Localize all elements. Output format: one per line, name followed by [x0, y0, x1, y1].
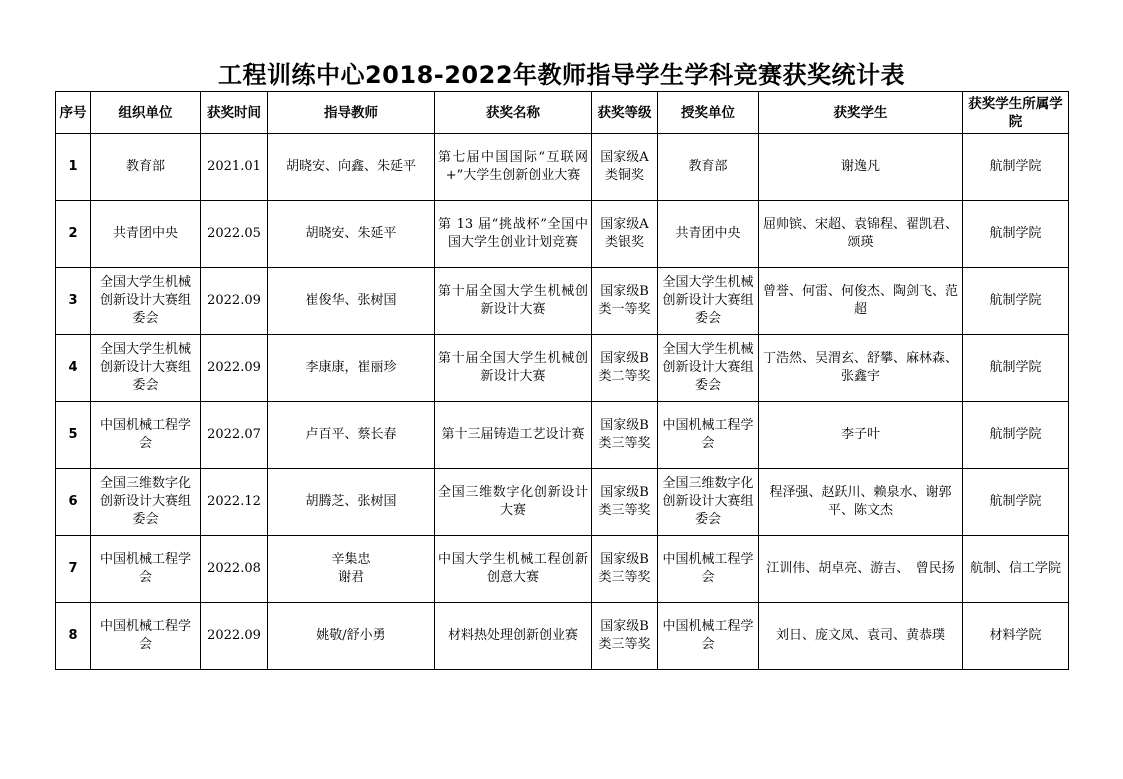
cell-no: 2: [56, 201, 91, 268]
cell-grantor: 全国大学生机械创新设计大赛组委会: [658, 335, 759, 402]
table-row: [56, 469, 1069, 536]
cell-students: 李子叶: [759, 402, 963, 469]
header-students: 获奖学生: [759, 92, 963, 134]
cell-date: 2022.12: [201, 469, 268, 536]
cell-org: 全国大学生机械创新设计大赛组委会: [91, 335, 201, 402]
cell-students: 江训伟、胡卓亮、游吉、 曾民扬: [759, 536, 963, 603]
cell-level: 国家级B类二等奖: [592, 335, 658, 402]
cell-level: 国家级B类三等奖: [592, 603, 658, 670]
cell-award-name: 第十三届铸造工艺设计赛: [435, 402, 592, 469]
award-table: [55, 91, 1069, 670]
cell-award-name: 第十届全国大学生机械创新设计大赛: [435, 268, 592, 335]
header-no: 序号: [56, 92, 91, 134]
table-row: [56, 335, 1069, 402]
cell-grantor: 中国机械工程学会: [658, 536, 759, 603]
cell-students: 谢逸凡: [759, 134, 963, 201]
cell-no: 5: [56, 402, 91, 469]
cell-level: 国家级B类三等奖: [592, 536, 658, 603]
cell-award-name: 全国三维数字化创新设计大赛: [435, 469, 592, 536]
page-title: 工程训练中心2018-2022年教师指导学生学科竞赛获奖统计表: [217, 61, 906, 89]
cell-students: 屈帅镔、宋超、袁锦程、翟凯君、颂瑛: [759, 201, 963, 268]
cell-teachers: 胡晓安、向鑫、朱延平: [268, 134, 435, 201]
cell-teachers: 崔俊华、张树国: [268, 268, 435, 335]
header-level: 获奖等级: [592, 92, 658, 134]
table-row: [56, 134, 1069, 201]
cell-level: 国家级B类三等奖: [592, 402, 658, 469]
cell-grantor: 全国大学生机械创新设计大赛组委会: [658, 268, 759, 335]
cell-no: 1: [56, 134, 91, 201]
cell-students: 刘日、庞文凤、袁司、黄恭璞: [759, 603, 963, 670]
cell-teachers: 胡晓安、朱延平: [268, 201, 435, 268]
cell-date: 2022.08: [201, 536, 268, 603]
cell-no: 6: [56, 469, 91, 536]
cell-date: 2022.09: [201, 268, 268, 335]
table-header-row: [56, 92, 1069, 134]
header-teachers: 指导教师: [268, 92, 435, 134]
cell-level: 国家级A类银奖: [592, 201, 658, 268]
cell-date: 2022.09: [201, 335, 268, 402]
header-award-name: 获奖名称: [435, 92, 592, 134]
cell-no: 4: [56, 335, 91, 402]
table-row: [56, 402, 1069, 469]
cell-org: 共青团中央: [91, 201, 201, 268]
cell-award-name: 中国大学生机械工程创新创意大赛: [435, 536, 592, 603]
cell-grantor: 共青团中央: [658, 201, 759, 268]
cell-org: 中国机械工程学会: [91, 402, 201, 469]
cell-date: 2021.01: [201, 134, 268, 201]
cell-award-name: 材料热处理创新创业赛: [435, 603, 592, 670]
cell-level: 国家级B类一等奖: [592, 268, 658, 335]
cell-teachers: 姚敬/舒小勇: [268, 603, 435, 670]
cell-grantor: 中国机械工程学会: [658, 402, 759, 469]
cell-no: 8: [56, 603, 91, 670]
cell-org: 全国大学生机械创新设计大赛组委会: [91, 268, 201, 335]
cell-award-name: 第十届全国大学生机械创新设计大赛: [435, 335, 592, 402]
cell-college: 航制学院: [963, 268, 1069, 335]
cell-date: 2022.07: [201, 402, 268, 469]
cell-grantor: 中国机械工程学会: [658, 603, 759, 670]
cell-org: 中国机械工程学会: [91, 603, 201, 670]
cell-date: 2022.09: [201, 603, 268, 670]
cell-teachers: 辛集忠 谢君: [268, 536, 435, 603]
cell-students: 丁浩然、吴渭玄、舒攀、麻林森、张鑫宇: [759, 335, 963, 402]
cell-college: 航制学院: [963, 469, 1069, 536]
cell-college: 航制学院: [963, 201, 1069, 268]
header-org: 组织单位: [91, 92, 201, 134]
cell-no: 7: [56, 536, 91, 603]
cell-college: 航制学院: [963, 402, 1069, 469]
header-college: 获奖学生所属学院: [963, 92, 1069, 134]
table-row: [56, 603, 1069, 670]
cell-level: 国家级A类铜奖: [592, 134, 658, 201]
cell-college: 航制学院: [963, 335, 1069, 402]
cell-org: 全国三维数字化创新设计大赛组委会: [91, 469, 201, 536]
header-grantor: 授奖单位: [658, 92, 759, 134]
cell-teachers: 卢百平、蔡长春: [268, 402, 435, 469]
cell-no: 3: [56, 268, 91, 335]
cell-grantor: 全国三维数字化创新设计大赛组委会: [658, 469, 759, 536]
cell-award-name: 第七届中国国际“互联网+”大学生创新创业大赛: [435, 134, 592, 201]
cell-level: 国家级B类三等奖: [592, 469, 658, 536]
table-row: [56, 201, 1069, 268]
cell-teachers: 胡腾芝、张树国: [268, 469, 435, 536]
cell-teachers: 李康康，崔丽珍: [268, 335, 435, 402]
cell-org: 教育部: [91, 134, 201, 201]
cell-students: 程泽强、赵跃川、赖泉水、谢郭平、陈文杰: [759, 469, 963, 536]
table-row: [56, 536, 1069, 603]
cell-students: 曾誉、何雷、何俊杰、陶剑飞、范超: [759, 268, 963, 335]
header-date: 获奖时间: [201, 92, 268, 134]
cell-grantor: 教育部: [658, 134, 759, 201]
table-row: [56, 268, 1069, 335]
cell-college: 材料学院: [963, 603, 1069, 670]
cell-org: 中国机械工程学会: [91, 536, 201, 603]
cell-date: 2022.05: [201, 201, 268, 268]
cell-college: 航制、信工学院: [963, 536, 1069, 603]
cell-college: 航制学院: [963, 134, 1069, 201]
cell-award-name: 第 13 届“挑战杯”全国中国大学生创业计划竞赛: [435, 201, 592, 268]
